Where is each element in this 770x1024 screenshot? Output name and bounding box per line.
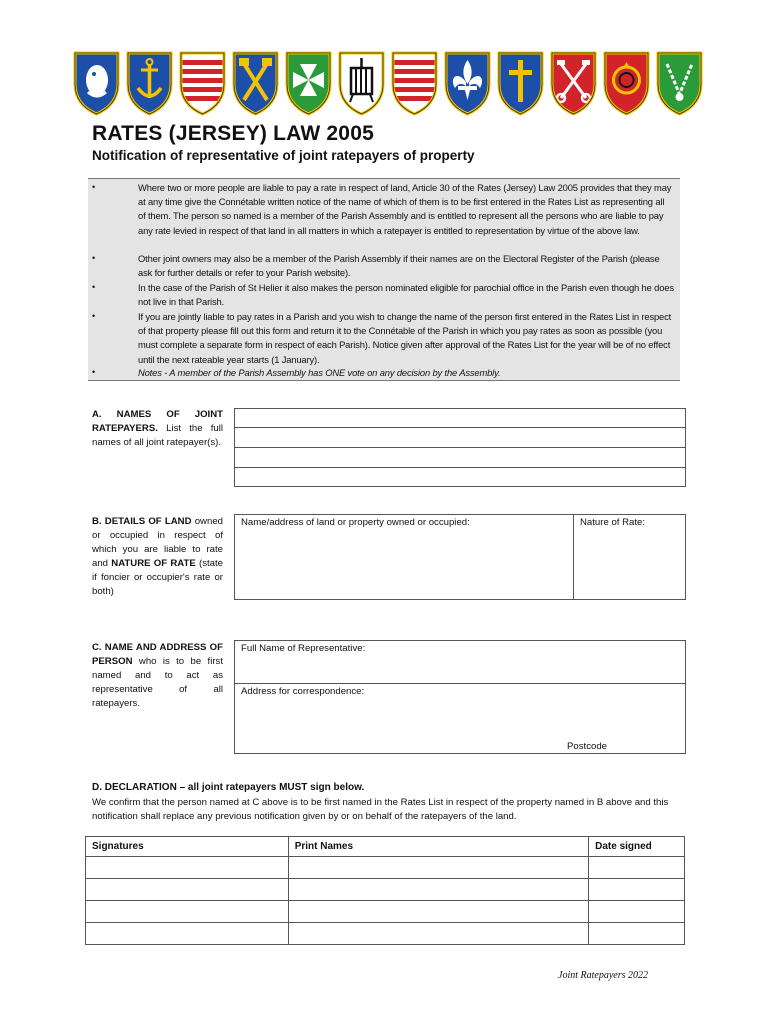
land-address-label: Name/address of land or property owned or occupied:: [241, 517, 470, 528]
representative-name-field[interactable]: [236, 642, 684, 681]
column-header-signatures: Signatures: [86, 837, 289, 857]
striped-shield-icon: [178, 50, 227, 116]
bullet: •: [92, 182, 96, 192]
signature-cell[interactable]: [86, 879, 289, 901]
signature-table-header: [86, 837, 685, 857]
land-details-divider: [573, 514, 574, 600]
section-c-label: [92, 641, 223, 711]
date-signed-cell[interactable]: [589, 901, 685, 923]
note-paragraph: Where two or more people are liable to pay a rate in respect of land, Article 30 of the Rates (Jersey) Law 2005 provides that they may at any time give the Connétable written notice of the name of which of them is to be first entered in the Rates List as representing all of them. The person so named is a member of the Parish Assembly and is entitled to represent all the persons who are liable to pay any rate levied in respect of that land in all matters in which a ratepayer is entitled to representation by virtue of the above law.: [138, 182, 672, 236]
note-paragraph: If you are jointly liable to pay rates in a Parish and you wish to change the name of the person first entered in the Rates List in respect of that property please fill out this form and return it to the Connétable of the Parish in which you pay rates as soon as possible (you must complete a separate form in respect of each Parish). Notice given after approval of the Rates List for the year will be of no effect until the next rateable year starts (1 January).: [138, 311, 672, 365]
names-line-2[interactable]: [234, 447, 686, 448]
signature-cell[interactable]: [86, 857, 289, 879]
section-a-heading: A. NAMES OF JOINT RATEPAYERS.: [92, 409, 223, 434]
bullet: •: [92, 367, 96, 377]
table-row: [86, 923, 685, 945]
signature-table: [85, 836, 685, 945]
fleur-de-lis-shield-icon: [443, 50, 492, 116]
chain-shield-icon: [655, 50, 704, 116]
page-title: RATES (JERSEY) LAW 2005: [92, 122, 374, 145]
page-subtitle: Notification of representative of joint ratepayers of property: [92, 148, 475, 163]
column-header-print-names: Print Names: [288, 837, 588, 857]
print-name-cell[interactable]: [288, 857, 588, 879]
maltese-cross-shield-icon: [284, 50, 333, 116]
striped-shield-icon: [390, 50, 439, 116]
table-row: [86, 857, 685, 879]
note-paragraph: Notes - A member of the Parish Assembly has ONE vote on any decision by the Assembly.: [138, 367, 501, 378]
section-b-text-2: (state if foncier or occupier's rate or both): [92, 558, 223, 597]
date-signed-cell[interactable]: [589, 923, 685, 945]
note-paragraph: Other joint owners may also be a member of the Parish Assembly if their names are on the Electoral Register of the Parish (please ask for further details or refer to your Parish website).: [138, 253, 660, 279]
bullet: •: [92, 311, 96, 321]
signature-cell[interactable]: [86, 901, 289, 923]
declaration-text: We confirm that the person named at C above is to be first named in the Rates List in respect of the property named in B above and this notification shall replace any previous notification given by or on behalf of the ratepayers of the land.: [92, 797, 669, 822]
section-a-text: List the full names of all joint ratepayer(s).: [92, 423, 223, 448]
cross-shield-icon: [496, 50, 545, 116]
print-name-cell[interactable]: [288, 879, 588, 901]
names-line-1[interactable]: [234, 427, 686, 428]
signature-cell[interactable]: [86, 923, 289, 945]
footer-label: Joint Ratepayers 2022: [558, 970, 648, 981]
correspondence-address-label: Address for correspondence:: [241, 686, 365, 697]
correspondence-address-field[interactable]: [236, 685, 684, 752]
print-name-cell[interactable]: [288, 923, 588, 945]
names-line-3[interactable]: [234, 467, 686, 468]
section-c-text: who is to be first named and to act as representative of all ratepayers.: [92, 656, 223, 709]
representative-divider: [234, 683, 686, 684]
date-signed-cell[interactable]: [589, 879, 685, 901]
gridiron-shield-icon: [337, 50, 386, 116]
table-row: [86, 901, 685, 923]
representative-name-label: Full Name of Representative:: [241, 643, 366, 654]
section-b-heading: B. DETAILS OF LAND: [92, 516, 192, 527]
parish-shields-row: [72, 50, 712, 116]
postcode-label: Postcode: [567, 741, 608, 752]
section-b-text: owned or occupied in respect of which you are liable to rate and: [92, 516, 223, 569]
crossed-axes-shield-icon: [231, 50, 280, 116]
section-b-heading-2: NATURE OF RATE: [111, 558, 196, 569]
nature-of-rate-label: Nature of Rate:: [580, 517, 646, 528]
table-row: [86, 879, 685, 901]
anchor-shield-icon: [125, 50, 174, 116]
crossed-keys-shield-icon: [549, 50, 598, 116]
notes-box: [88, 178, 680, 381]
section-c-heading: C. NAME AND ADDRESS OF PERSON: [92, 642, 223, 667]
note-paragraph: In the case of the Parish of St Helier it also makes the person nominated eligible for parochial office in the Parish even though he does not live in that Parish.: [138, 282, 674, 308]
dolphin-shield-icon: [72, 50, 121, 116]
bullet: •: [92, 282, 96, 292]
section-a-label: [92, 408, 223, 450]
declaration-heading: D. DECLARATION – all joint ratepayers MUST sign below.: [92, 782, 365, 793]
section-b-label: [92, 515, 223, 599]
print-name-cell[interactable]: [288, 901, 588, 923]
column-header-date-signed: Date signed: [589, 837, 685, 857]
wreath-shield-icon: [602, 50, 651, 116]
bullet: •: [92, 253, 96, 263]
date-signed-cell[interactable]: [589, 857, 685, 879]
